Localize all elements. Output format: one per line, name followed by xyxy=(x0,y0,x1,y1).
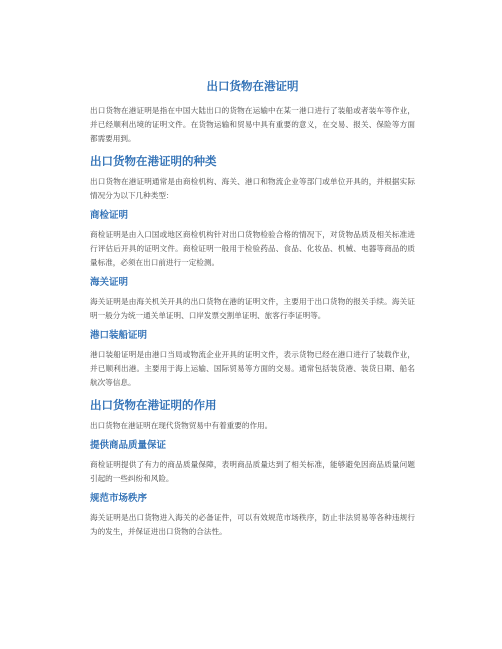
document-body xyxy=(90,78,415,545)
subheading-quality-assurance: 提供商品质量保证 xyxy=(90,440,167,451)
paragraph-market-order: 海关证明是出口货物进入海关的必备证件，可以有效规范市场秩序，防止非法贸易等各种违规行为的发生，并保证进出口货物的合法性。 xyxy=(90,513,415,536)
paragraph-port-loading-certificate: 港口装船证明是由港口当局或物流企业开具的证明文件，表示货物已经在港口进行了装载作业，并已顺利出港。主要用于海上运输、国际贸易等方面的交易。通常包括装货港、装货日期、船名航次等信息。 xyxy=(90,350,415,387)
paragraph-customs-certificate: 海关证明是由海关机关开具的出口货物在港的证明文件，主要用于出口货物的报关手续。海关证明一般分为统一通关单证明、口岸发票交割单证明、旅客行李证明等。 xyxy=(90,297,415,320)
section-text-types: 出口货物在港证明通常是由商检机构、海关、港口和物流企业等部门或单位开具的，并根据实际情况分为以下几种类型： xyxy=(90,177,415,200)
intro-paragraph: 出口货物在港证明是指在中国大陆出口的货物在运输中在某一港口进行了装船或者装车等作业，并已经顺利出境的证明文件。在货物运输和贸易中具有重要的意义，在交易、报关、保险等方面都需要用到。 xyxy=(90,106,415,143)
subheading-market-order: 规范市场秩序 xyxy=(90,493,148,504)
subheading-customs-certificate: 海关证明 xyxy=(90,277,129,288)
section-text-functions: 出口货物在港证明在现代货物贸易中有着重要的作用。 xyxy=(90,421,273,430)
section-heading-functions: 出口货物在港证明的作用 xyxy=(90,398,217,412)
document-title: 出口货物在港证明 xyxy=(206,79,299,93)
section-heading-types: 出口货物在港证明的种类 xyxy=(90,154,217,168)
paragraph-inspection-certificate: 商检证明是由入口国或地区商检机构针对出口货物检验合格的情况下，对货物品质及相关标准进行评估后开具的证明文件。商检证明一般用于检验药品、食品、化妆品、机械、电器等商品的质量标准，必须在出口前进行一定检测。 xyxy=(90,230,415,267)
subheading-inspection-certificate: 商检证明 xyxy=(90,210,129,221)
paragraph-quality-assurance: 商检证明提供了有力的商品质量保障，表明商品质量达到了相关标准，能够避免因商品质量问题引起的一些纠纷和风险。 xyxy=(90,460,415,483)
subheading-port-loading-certificate: 港口装船证明 xyxy=(90,330,148,341)
